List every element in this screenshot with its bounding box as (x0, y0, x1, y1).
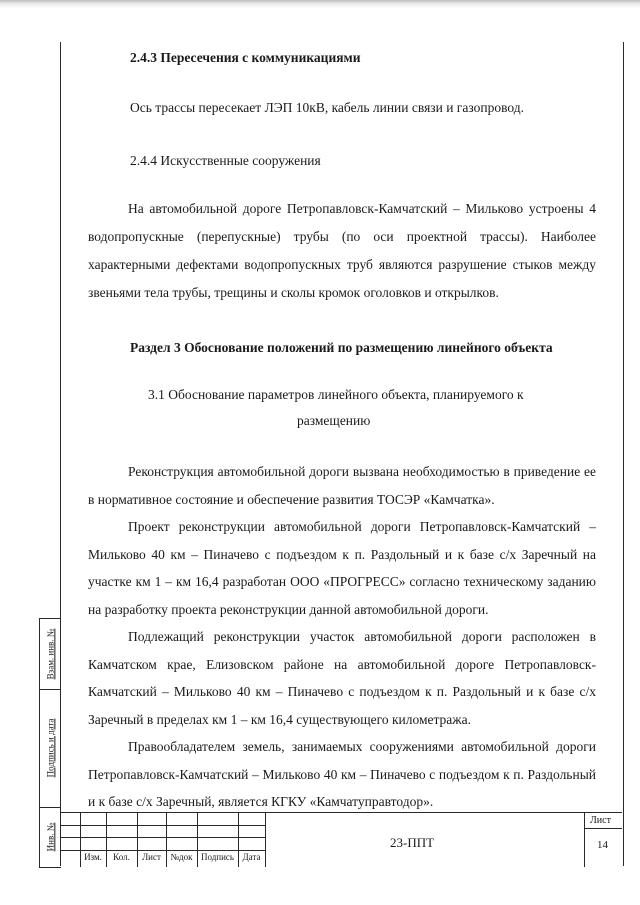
grid-row-line (60, 850, 265, 851)
sheet-row-line (584, 828, 622, 829)
text-2-4-3: Ось трассы пересекает ЛЭП 10кВ, кабель линии связи и газопровод. (130, 100, 524, 115)
heading-section-3: Раздел 3 Обоснование положений по размещению линейного объекта (130, 340, 553, 355)
paragraph-3-4: Правообладателем земель, занимаемых сооружениями автомобильной дороги Петропавловск-Камчатский – Мильково 40 км – Пиначево с подъездом к п. Раздольный и к базе с/х Заречный, является КГКУ «Камчатуправтодор». (88, 739, 596, 809)
paragraph-3-2: Проект реконструкции автомобильной дороги Петропавловск-Камчатский – Мильково 40 км – Пиначево с подъездом к п. Раздольный и к базе с/х Заречный на участке км 1 – км 16,4 разработан ООО «ПРОГРЕСС» согласно техническому заданию на разработку проекта реконструкции данной автомобильной дороги. (88, 519, 596, 617)
paragraph-3-3: Подлежащий реконструкции участок автомобильной дороги расположен в Камчатском крае, Елизовском районе на автомобильной дороге Петропавловск-Камчатский – Мильково 40 км – Пиначево с подъездом к п. Раздольный и к базе с/х Заречный в пределах км 1 – км 16,4 существующего километража. (88, 629, 596, 727)
grid-row-line (60, 837, 265, 838)
header-list: Лист (142, 852, 161, 862)
header-ndok: №док (170, 852, 193, 862)
sheet-divider (584, 813, 585, 867)
side-label-inv (41, 807, 59, 867)
header-podpis: Подпись (200, 852, 235, 862)
section-3-body (88, 458, 596, 816)
heading-2-4-3: 2.4.3 Пересечения с коммуникациями (130, 50, 361, 65)
sheet-label: Лист (590, 815, 611, 826)
header-izm: Изм. (84, 852, 102, 862)
section-2-4-4-body (88, 195, 596, 307)
paragraph-2-4-4: На автомобильной дороге Петропавловск-Камчатский – Мильково устроены 4 водопропускные (перепускные) трубы (по оси проектной трассы). Наиболее характерными дефектами водопропускных труб являются разрушение стыков между звеньями тела трубы, трещины и сколы кромок оголовков и открылков. (88, 201, 596, 300)
grid-col-line (265, 813, 266, 867)
grid-row-line (60, 825, 265, 826)
side-text-vzam: Взам. инв. № (45, 628, 55, 680)
title-block (60, 812, 622, 867)
side-text-inv: Инв. № (45, 822, 55, 852)
side-text-podpis: Подпись и дата (45, 718, 55, 778)
paragraph-3-1: Реконструкция автомобильной дороги вызвана необходимостью в приведение ее в нормативное состояние и обеспечение развития ТОСЭР «Камчатка». (88, 464, 596, 507)
side-stamp (39, 618, 61, 868)
side-label-vzam (41, 619, 59, 689)
scan-edge (0, 0, 640, 8)
title-block-grid (60, 813, 265, 867)
heading-3-1-line1: 3.1 Обоснование параметров линейного объекта, планируемого к (148, 387, 524, 402)
header-kol: Кол. (113, 852, 130, 862)
heading-3-1-line2: размещению (297, 413, 371, 428)
document-code: 23-ППТ (390, 835, 435, 850)
heading-2-4-4: 2.4.4 Искусственные сооружения (130, 153, 321, 168)
sheet-number: 14 (597, 839, 608, 851)
side-label-podpis (41, 689, 59, 807)
header-data: Дата (242, 852, 261, 862)
